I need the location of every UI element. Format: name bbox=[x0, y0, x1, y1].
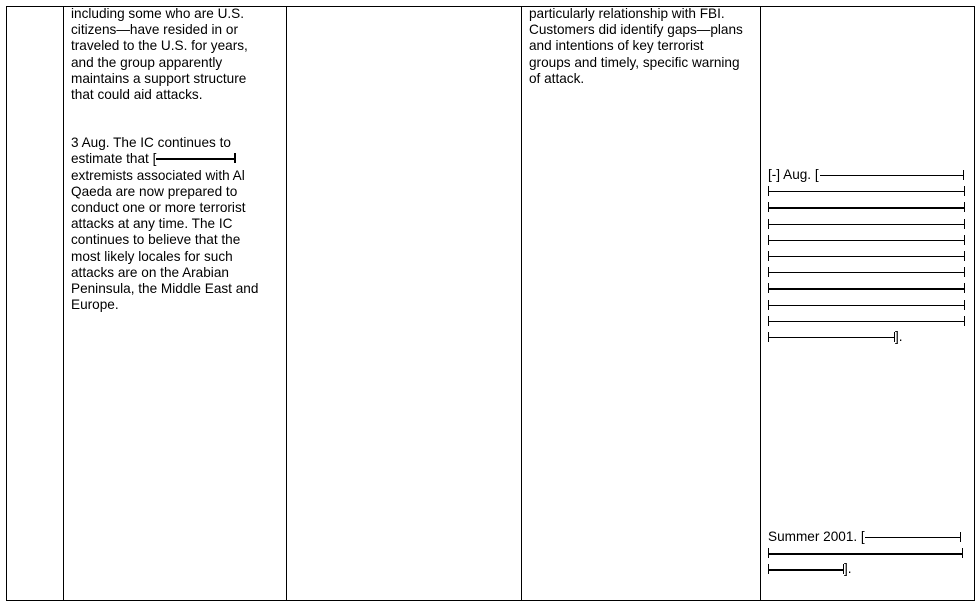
redaction-line bbox=[768, 280, 970, 296]
col1-estimate-text: estimate that [ bbox=[71, 151, 157, 167]
column-3-cell bbox=[529, 6, 757, 87]
redaction-line bbox=[768, 199, 970, 215]
table-border-right bbox=[974, 6, 975, 601]
column-divider-3 bbox=[521, 6, 522, 601]
col1-paragraph-2-line-2 bbox=[71, 151, 281, 167]
redaction-line bbox=[768, 297, 970, 313]
redaction-line bbox=[768, 248, 970, 264]
redaction-line-last bbox=[768, 561, 970, 577]
summer-entry-label: Summer 2001. [ bbox=[768, 529, 865, 545]
column-divider-1 bbox=[63, 6, 64, 601]
col1-paragraph-2-rest: extremists associated with Al Qaeda are now prepared to conduct one or more terrorist attacks at any time. The IC continues to believe that the most likely locales for such attacks are on the Arabian Peninsula, the Middle East and Europe. bbox=[71, 167, 259, 313]
redaction-line bbox=[768, 264, 970, 280]
redaction-line bbox=[768, 167, 970, 183]
column-2-cell bbox=[287, 7, 520, 600]
redaction-line bbox=[768, 232, 970, 248]
column-4-cell bbox=[768, 167, 970, 578]
summer-entry-end: ]. bbox=[844, 561, 852, 577]
redaction-inline bbox=[156, 152, 236, 164]
table-border-left bbox=[6, 6, 7, 601]
aug-entry-end: ]. bbox=[895, 328, 903, 344]
column-1-cell bbox=[71, 6, 281, 313]
col3-text: particularly relationship with FBI. Customers did identify gaps—plans and intentions of key terrorist groups and timely, specific warning of attack. bbox=[529, 6, 743, 86]
redaction-line bbox=[768, 183, 970, 199]
redaction-line bbox=[768, 545, 970, 561]
redaction-line-last bbox=[768, 329, 970, 345]
aug-day-redaction: [-] bbox=[768, 167, 781, 182]
column-divider-4 bbox=[760, 6, 761, 601]
table-border-bottom bbox=[6, 600, 975, 601]
redaction-line bbox=[768, 529, 970, 545]
redaction-line bbox=[768, 216, 970, 232]
redaction-line bbox=[768, 313, 970, 329]
col1-paragraph-1: including some who are U.S. citizens—have resided in or traveled to the U.S. for years, and the group apparently maintains a support structure that could aid attacks. bbox=[71, 6, 248, 103]
aug-entry-label: Aug. [ bbox=[783, 167, 819, 182]
col1-paragraph-2-line-1: 3 Aug. The IC continues to bbox=[71, 135, 231, 151]
